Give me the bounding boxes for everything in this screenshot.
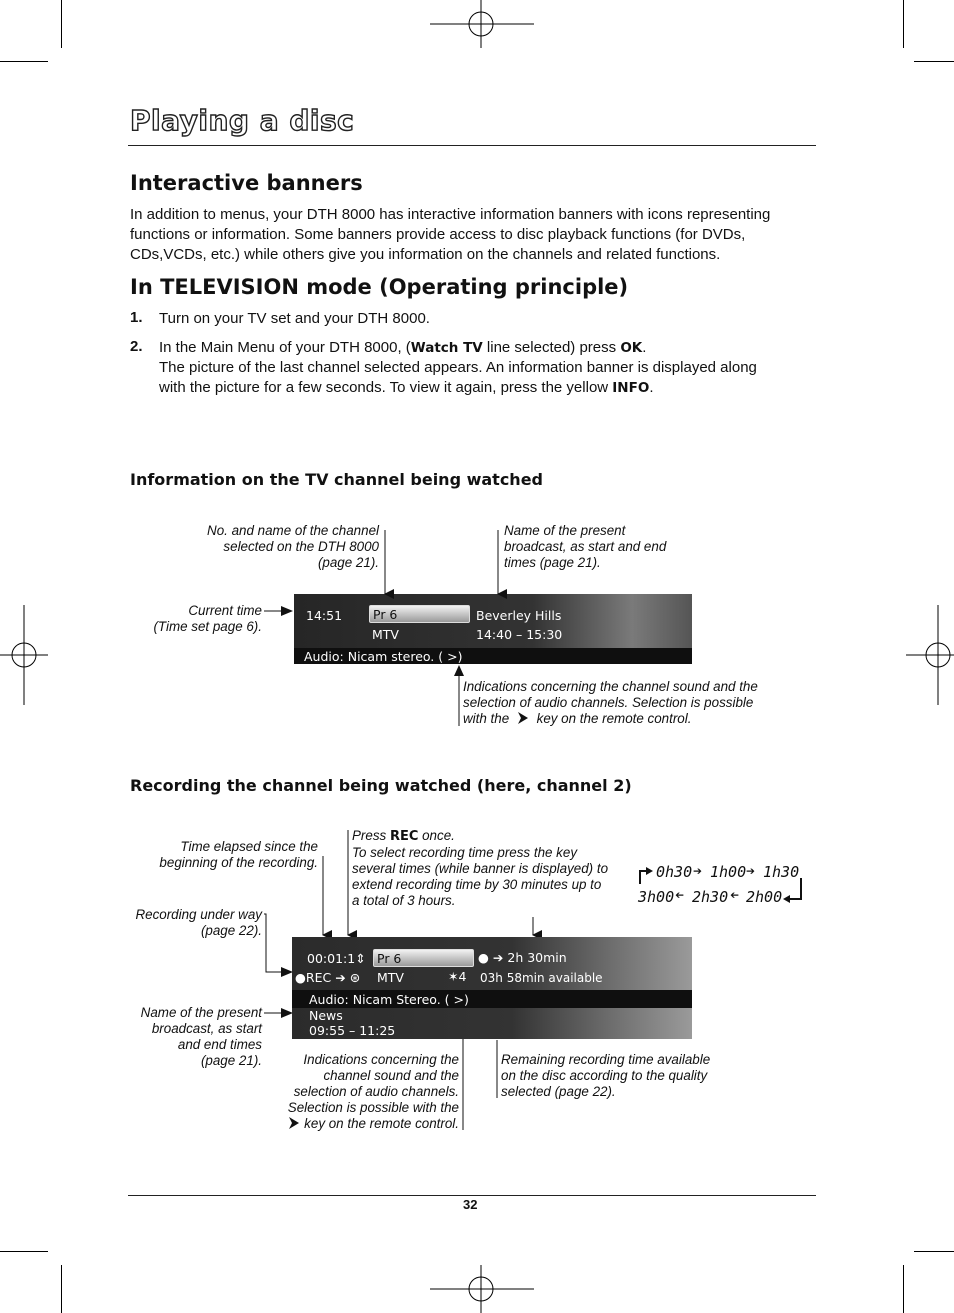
recording-banner	[292, 937, 692, 1039]
info-section-heading: Information on the TV channel being watched	[130, 470, 543, 489]
footer-divider	[128, 1195, 816, 1196]
record-duration: ● ➔ 2h 30min	[478, 950, 567, 965]
step-1-text: Turn on your TV set and your DTH 8000.	[159, 310, 430, 327]
quality-indicator: ✶4	[448, 969, 467, 984]
hourglass-icon: ⇕	[355, 951, 366, 966]
cycle-value: 2h00	[746, 888, 783, 906]
section-heading-television-mode: In TELEVISION mode (Operating principle)	[130, 275, 629, 299]
channel-name: MTV	[377, 970, 404, 985]
arrow-left-icon: ➔	[730, 886, 740, 904]
label-broadcast-name: Name of the present broadcast, as start and end times (page 21).	[504, 523, 667, 570]
page-number: 32	[463, 1197, 478, 1212]
elapsed-time: 00:01:1⇕	[307, 951, 366, 966]
arrow-left-icon: ➔	[675, 886, 685, 904]
step-number: 1.	[130, 309, 143, 326]
rec-indicator: ●REC ➔ ⊛	[295, 970, 361, 985]
label-recording-underway: Recording under way (page 22).	[135, 907, 262, 938]
label-broadcast-name-rec: Name of the present broadcast, as start and end times (page 21).	[140, 1005, 262, 1068]
arrow-icon: ➔	[335, 970, 346, 985]
arrow-right-icon: ➔	[746, 862, 756, 880]
step-number: 2.	[130, 338, 143, 355]
audio-info: Audio: Nicam stereo. ( >)	[304, 649, 463, 664]
broadcast-name: News	[309, 1008, 343, 1023]
recording-time-cycle	[636, 862, 806, 910]
cycle-value: 3h00	[638, 888, 675, 906]
broadcast-times: 09:55 – 11:25	[309, 1023, 396, 1038]
step-2-text: In the Main Menu of your DTH 8000, (Watch TV line selected) press OK. The picture of the last channel selected appears. An information banner is displayed along with the picture for a few seconds. To view it again, press the yellow INFO.	[159, 339, 757, 396]
disc-icon: ●	[478, 950, 489, 965]
cycle-value: 1h00	[710, 863, 747, 881]
recording-section-heading: Recording the channel being watched (here, channel 2)	[130, 776, 632, 795]
audio-info: Audio: Nicam Stereo. ( >)	[309, 992, 469, 1007]
arrow-right-icon: ➔	[693, 862, 703, 880]
label-remaining-time: Remaining recording time available on the disc according to the quality selected (page 22).	[501, 1052, 711, 1099]
intro-paragraph: In addition to menus, your DTH 8000 has interactive information banners with icons representing functions or information. Some banners provide access to disc playback functions (for DVDs, CDs,VCDs, etc.) while others give you information on the channels and related functions.	[130, 206, 771, 263]
rec-dot-icon: ●	[295, 970, 306, 985]
cycle-value: 1h30	[763, 863, 800, 881]
channel-name: MTV	[372, 627, 399, 642]
section-heading-interactive-banners: Interactive banners	[130, 171, 363, 195]
broadcast-times: 14:40 – 15:30	[476, 627, 563, 642]
cycle-value: 2h30	[692, 888, 729, 906]
label-channel-number: No. and name of the channel selected on the DTH 8000 (page 21).	[207, 523, 379, 570]
label-channel-sound: Indications concerning the channel sound and the selection of audio channels. Selection is possible with the key on the remote control.	[463, 679, 758, 726]
arrow-icon: ➔	[492, 950, 504, 965]
label-time-elapsed: Time elapsed since the beginning of the recording.	[159, 839, 318, 870]
label-channel-sound-rec: Indications concerning the channel sound and the selection of audio channels. Selection is possible with the key on the remote control.	[287, 1052, 459, 1131]
available-time: 03h 58min available	[480, 971, 603, 985]
program-number: Pr 6	[377, 951, 402, 966]
program-number: Pr 6	[373, 607, 398, 622]
label-current-time: Current time (Time set page 6).	[153, 603, 262, 634]
broadcast-name: Beverley Hills	[476, 608, 562, 623]
cycle-value: 0h30	[656, 863, 693, 881]
label-press-rec: Press REC once. To select recording time press the key several times (while banner is displayed) to extend recording time by 30 minutes up to a total of 3 hours.	[352, 828, 609, 908]
current-time: 14:51	[306, 608, 343, 623]
page-title: Playing a disc	[130, 104, 355, 137]
disc-record-icon: ⊛	[349, 970, 361, 985]
right-key-icon	[287, 1117, 301, 1129]
